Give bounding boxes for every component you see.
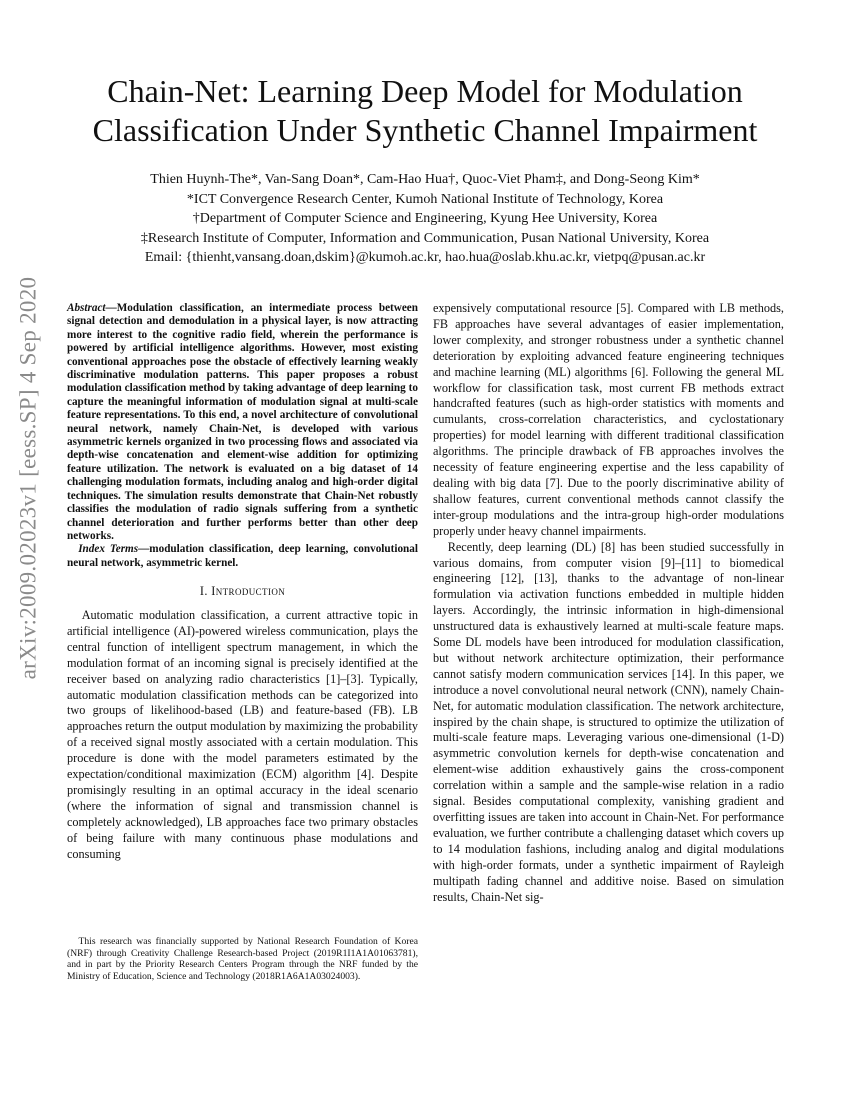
paper-title-line-1: Chain-Net: Learning Deep Model for Modulation bbox=[107, 73, 743, 109]
paper-title-line-2: Classification Under Synthetic Channel Impairment bbox=[92, 112, 758, 148]
left-column bbox=[67, 302, 418, 863]
author-emails: Email: {thienht,vansang.doan,dskim}@kumoh.ac.kr, hao.hua@oslab.khu.ac.kr, vietpq@pusan.ac.kr bbox=[144, 250, 706, 265]
section-title: Introduction bbox=[211, 584, 286, 599]
intro-paragraph-1: Automatic modulation classification, a current attractive topic in artificial intelligence (AI)-powered wireless communication, plays the central function of intelligent spectrum management, in which the modulation format of an incoming signal is precisely identified at the receiver based on analyzing radio characteristics [1]–[3]. Typically, automatic modulation classification methods can be categorized into two groups of likelihood-based (LB) and feature-based (FB). LB approaches return the output modulation by maximizing the probability of a received signal mostly associated with a certain modulation. This procedure is done with the model parameters estimated by the expectation/conditional maximization (ECM) algorithm [4]. Despite promisingly resulting in an optimal accuracy in the ideal scenario (where the information of signal and transmission channel is completely acknowledged), LB approaches face two primary obstacles of being failure with many continuous phase modulations and consuming bbox=[67, 608, 418, 861]
author-names: Thien Huynh-The*, Van-Sang Doan*, Cam-Hao Hua†, Quoc-Viet Pham‡, and Dong-Seong Kim* bbox=[150, 172, 700, 187]
right-column bbox=[433, 301, 784, 905]
intro-paragraph-continued: expensively computational resource [5]. Compared with LB methods, FB approaches have several advantages of easier implementation, lower complexity, and stronger robustness under a synthetic channel deterioration by exploiting advanced feature engineering techniques and machine learning (ML) algorithms [6]. Following the general ML workflow for classification task, most current FB methods extract handcrafted features (such as high-order statistics with moments and cumulants, cross-correlation characteristics, and cyclostationary properties) for model learning with different traditional classification algorithms. The principle drawback of FB approaches involves the necessity of feature engineering expertise and the less capability of dealing with big data [7]. Due to the poorly discriminative ability of shallow features, current conventional methods cannot classify the inter-group modulations and the intra-group high-order modulations properly under heavy channel impairments. bbox=[433, 301, 784, 538]
abstract-label: Abstract bbox=[67, 302, 106, 314]
arxiv-identifier-text: arXiv:2009.02023v1 [eess.SP] 4 Sep 2020 bbox=[15, 276, 40, 680]
affiliation-1: *ICT Convergence Research Center, Kumoh National Institute of Technology, Korea bbox=[186, 191, 664, 207]
abstract-text: —Modulation classification, an intermediate process between signal detection and demodulation in a physical layer, is now attracting more interest to the cognitive radio field, wherein the performance is powered by artificial intelligence algorithms. However, most existing conventional approaches pose the obstacle of effectively learning weakly discriminative modulation patterns. This paper proposes a robust modulation classification method by taking advantage of deep learning to capture the meaningful information of modulation signal at multi-scale feature representations. To this end, a novel architecture of convolutional neural network, namely Chain-Net, is developed with various asymmetric kernels organized in two processing flows and associated via depth-wise concatenation and element-wise addition for optimizing feature utilization. The network is evaluated on a big dataset of 14 challenging modulation formats, including analog and high-order digital techniques. The simulation results demonstrate that Chain-Net robustly classifies the modulation of radio signals suffering from a synthetic channel deterioration and further performs better than other deep networks. bbox=[67, 302, 418, 542]
abstract bbox=[67, 302, 418, 543]
section-number: I. bbox=[199, 584, 212, 599]
index-terms bbox=[67, 543, 418, 570]
affiliation-2: †Department of Computer Science and Engineering, Kyung Hee University, Korea bbox=[192, 211, 658, 226]
intro-paragraph-2: Recently, deep learning (DL) [8] has been studied successfully in various domains, from computer vision [9]–[11] to biomedical engineering [12], [13], thanks to the advantage of non-linear formulation via activation functions embedded in multiple hidden layers. Accordingly, the intrinsic information in high-dimensional unstructured data is exhaustively learned at multi-scale feature maps. Some DL models have been introduced for modulation classification, but without network architecture optimization, their performance cannot satisfy modern communication services [14]. In this paper, we introduce a novel convolutional neural network (CNN), namely Chain-Net, for automatic modulation classification. The network architecture, inspired by the chain shape, is structured to optimize the utilization of multi-scale feature maps. Leveraging various one-dimensional (1-D) asymmetric convolution kernels for depth-wise concatenation and element-wise addition exhaustively gains the cross-component correlation within a sample and the sample-wise relation in a radio signal. Besides computational complexity, vanishing gradient and overfitting issues are taken into account in Chain-Net. For performance evaluation, we further contribute a challenging dataset which covers up to 14 modulation fashions, including analog and digital modulations with high-order formats, under a synthetic impairment of Rayleigh multipath fading channel and additive noise. Based on simulation results, Chain-Net sig- bbox=[433, 539, 784, 904]
arxiv-identifier-stamp bbox=[8, 268, 48, 688]
affiliation-3: ‡Research Institute of Computer, Information and Communication, Pusan National University, Korea bbox=[140, 230, 710, 246]
author-block bbox=[60, 170, 790, 268]
funding-footnote: This research was financially supported by National Research Foundation of Korea (NRF) through Creativity Challenge Research-based Project (2019R1I1A1A01063781), and in part by the Priority Research Centers Program through the NRF funded by the Ministry of Education, Science and Technology (2018R1A6A1A03024003). bbox=[67, 936, 418, 982]
section-heading-introduction bbox=[67, 584, 418, 600]
index-terms-label: Index Terms bbox=[78, 543, 139, 556]
paper-title bbox=[60, 72, 790, 150]
index-terms-text: —modulation classification, deep learning, convolutional neural network, asymmetric kernel. bbox=[67, 543, 418, 569]
